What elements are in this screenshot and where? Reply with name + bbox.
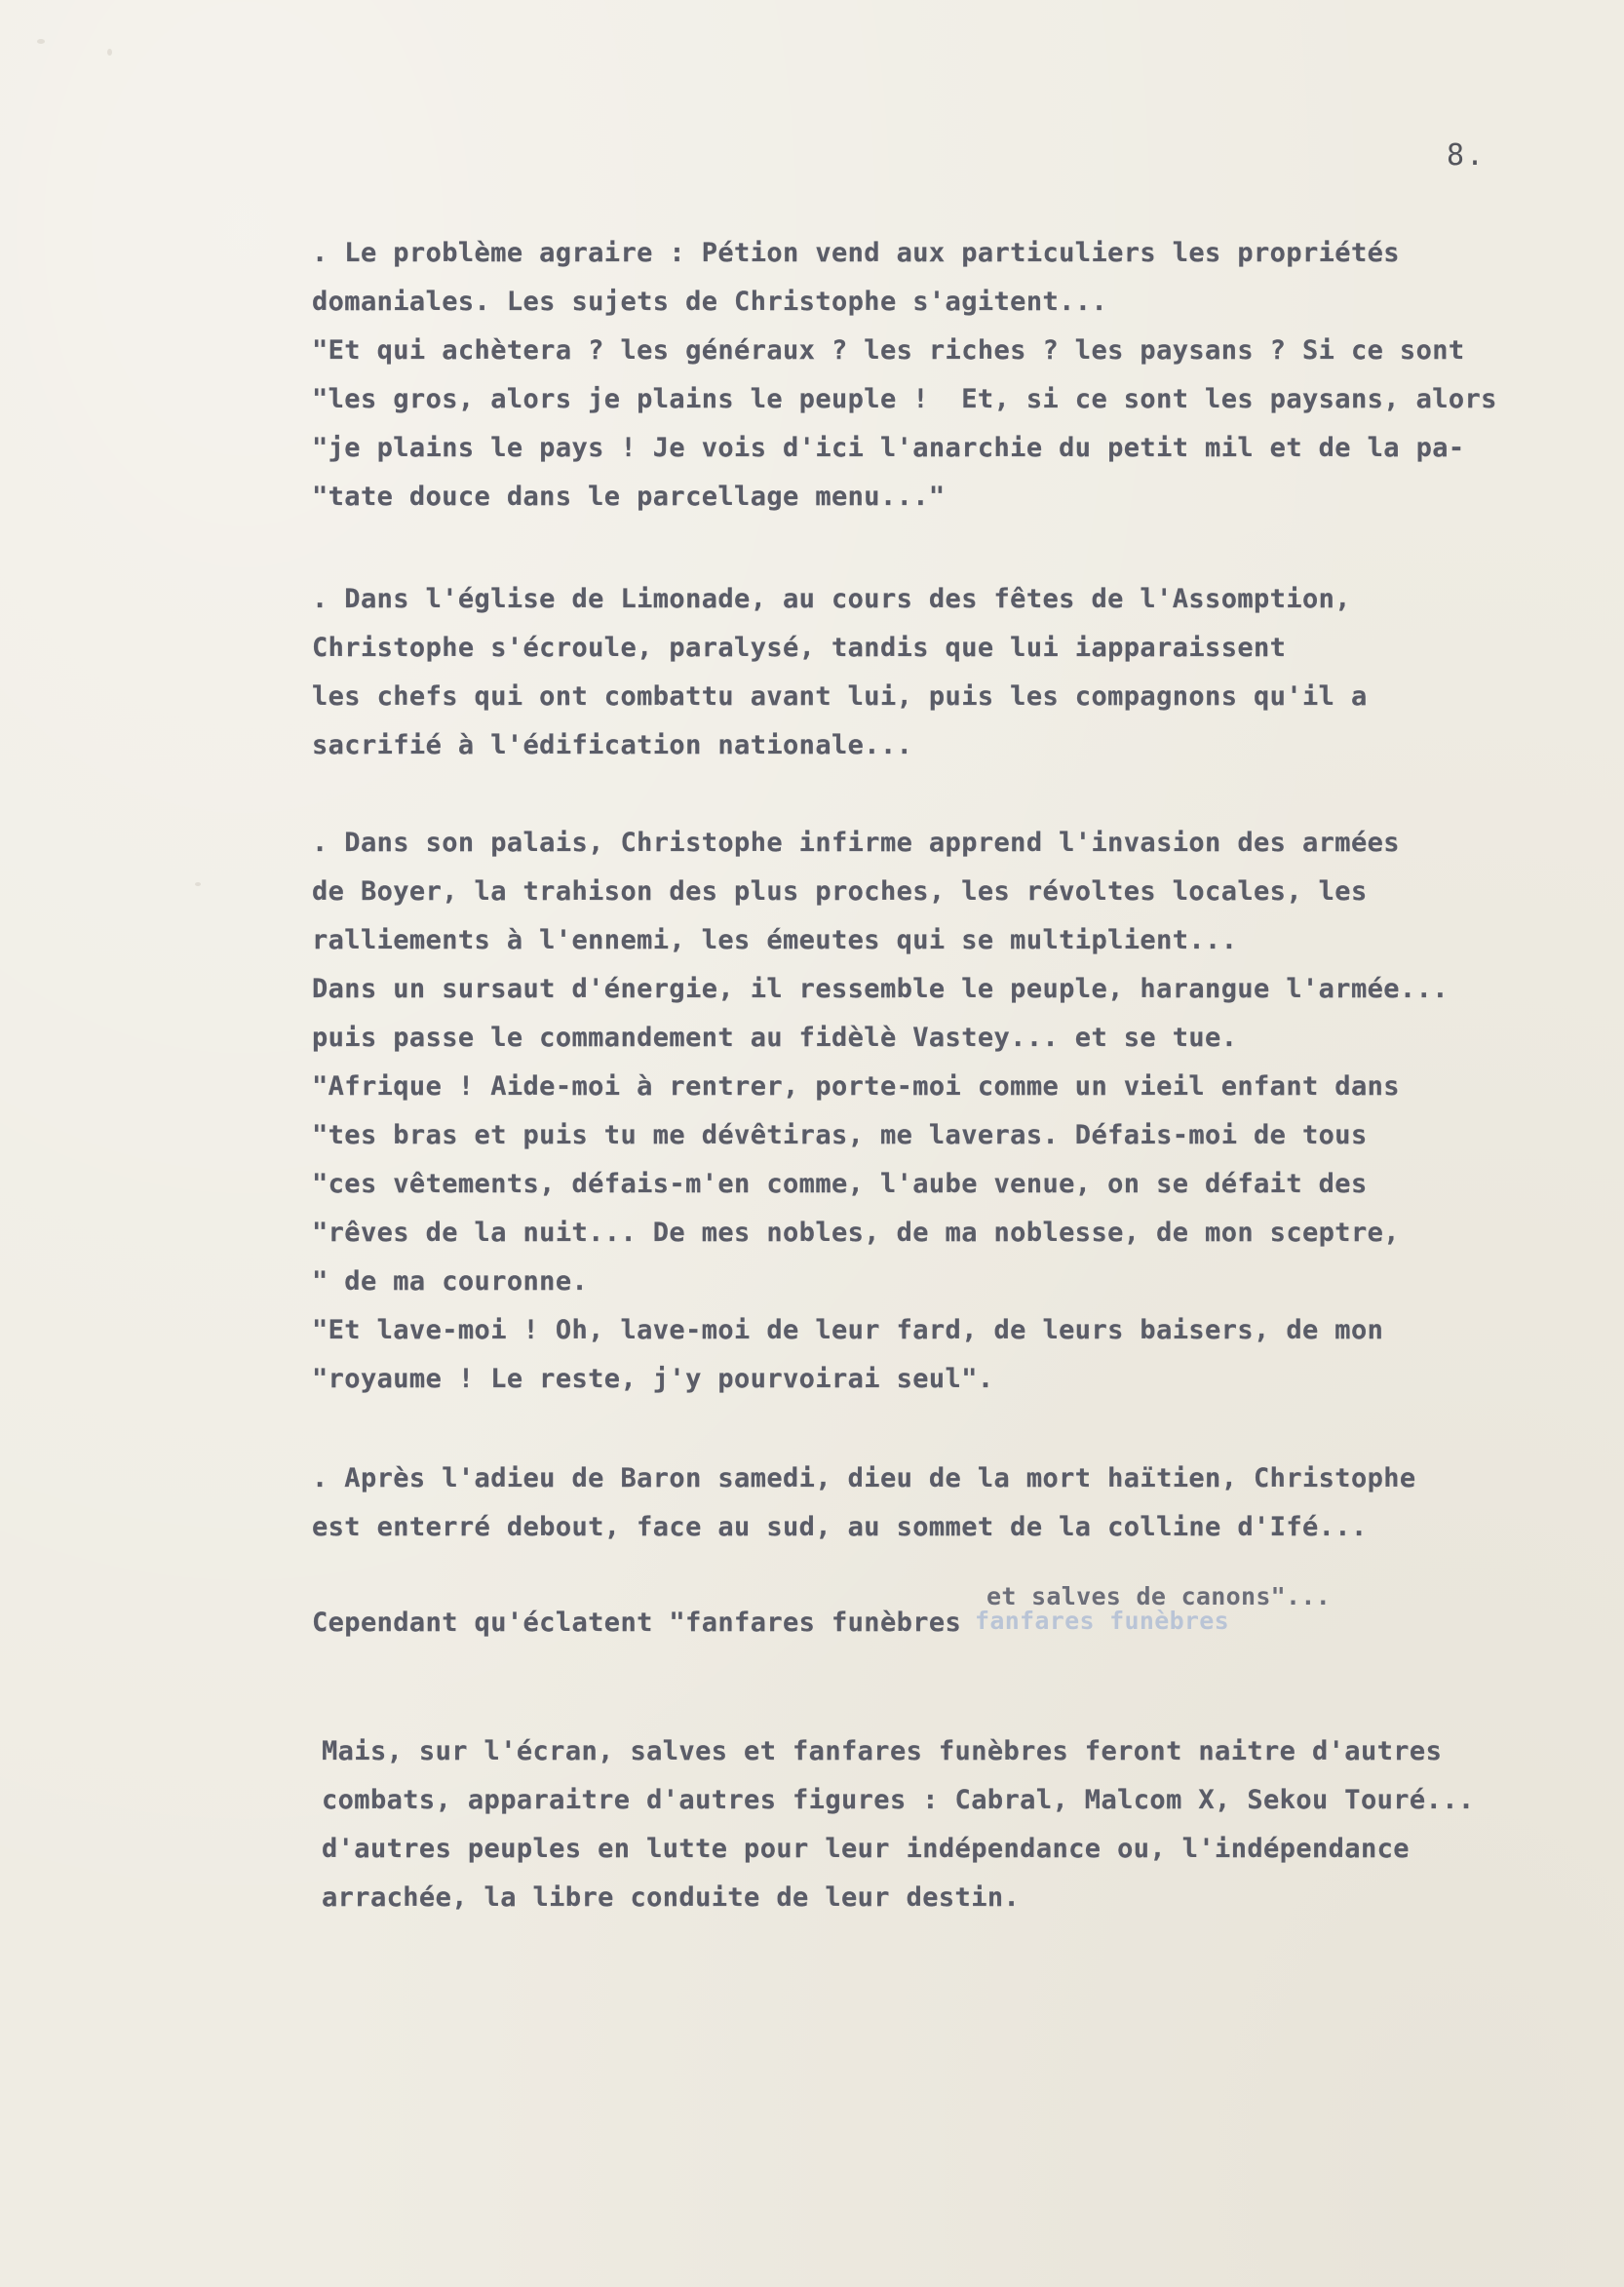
text-line: "les gros, alors je plains le peuple ! Et, si ce sont les paysans, alors bbox=[312, 384, 1497, 414]
paragraph-fanfares bbox=[312, 1599, 1540, 1647]
text-line: "tate douce dans le parcellage menu..." bbox=[312, 482, 946, 512]
text-line: "Et lave-moi ! Oh, lave-moi de leur fard, de leurs baisers, de mon bbox=[312, 1315, 1384, 1345]
page-number: 8. bbox=[1447, 138, 1487, 173]
paper-spot bbox=[37, 39, 45, 44]
paper-spot bbox=[195, 882, 201, 886]
paragraph-limonade-church bbox=[312, 575, 1540, 770]
text-line: arrachée, la libre conduite de leur destin. bbox=[322, 1882, 1021, 1913]
text-line: est enterré debout, face au sud, au sommet de la colline d'Ifé... bbox=[312, 1512, 1368, 1542]
text-line: . Dans son palais, Christophe infirme apprend l'invasion des armées bbox=[312, 828, 1400, 858]
text-line: . Après l'adieu de Baron samedi, dieu de la mort haïtien, Christophe bbox=[312, 1463, 1416, 1493]
text-line: "Et qui achètera ? les généraux ? les riches ? les paysans ? Si ce sont bbox=[312, 335, 1465, 366]
text-line: ralliements à l'ennemi, les émeutes qui se multiplient... bbox=[312, 925, 1238, 955]
text-line: Dans un sursaut d'énergie, il ressemble le peuple, harangue l'armée... bbox=[312, 974, 1449, 1004]
text-line: "je plains le pays ! Je vois d'ici l'anarchie du petit mil et de la pa- bbox=[312, 433, 1465, 463]
text-line: puis passe le commandement au fidèlè Vastey... et se tue. bbox=[312, 1023, 1238, 1053]
text-line: . Le problème agraire : Pétion vend aux particuliers les propriétés bbox=[312, 238, 1400, 268]
struck-out-text: fanfares funèbres bbox=[975, 1607, 1229, 1635]
text-line: les chefs qui ont combattu avant lui, puis les compagnons qu'il a bbox=[312, 681, 1368, 712]
text-line: "Afrique ! Aide-moi à rentrer, porte-moi comme un vieil enfant dans bbox=[312, 1071, 1400, 1102]
paragraph-burial bbox=[312, 1454, 1540, 1552]
text-line: Mais, sur l'écran, salves et fanfares funèbres feront naitre d'autres bbox=[322, 1736, 1443, 1766]
paragraph-screen-figures bbox=[322, 1727, 1550, 1922]
text-line: "tes bras et puis tu me dévêtiras, me laveras. Défais-moi de tous bbox=[312, 1120, 1368, 1150]
text-line: domaniales. Les sujets de Christophe s'agitent... bbox=[312, 287, 1108, 317]
text-line: de Boyer, la trahison des plus proches, les révoltes locales, les bbox=[312, 876, 1368, 907]
text-line: Cependant qu'éclatent "fanfares funèbres bbox=[312, 1608, 962, 1638]
paragraph-palace bbox=[312, 819, 1540, 1404]
text-line: sacrifié à l'édification nationale... bbox=[312, 730, 913, 760]
text-line: Christophe s'écroule, paralysé, tandis que lui iapparaissent bbox=[312, 633, 1287, 663]
text-line: " de ma couronne. bbox=[312, 1266, 589, 1297]
overtyped-insert: et salves de canons"... bbox=[986, 1582, 1332, 1610]
text-line: . Dans l'église de Limonade, au cours des fêtes de l'Assomption, bbox=[312, 584, 1351, 614]
text-line: "royaume ! Le reste, j'y pourvoirai seul". bbox=[312, 1364, 994, 1394]
text-line: "ces vêtements, défais-m'en comme, l'aube venue, on se défait des bbox=[312, 1169, 1368, 1199]
text-line: d'autres peuples en lutte pour leur indépendance ou, l'indépendance bbox=[322, 1834, 1410, 1864]
paper-spot bbox=[107, 49, 112, 56]
text-line: combats, apparaitre d'autres figures : Cabral, Malcom X, Sekou Touré... bbox=[322, 1785, 1475, 1815]
paragraph-agrarian-problem bbox=[312, 229, 1540, 522]
text-line: "rêves de la nuit... De mes nobles, de ma noblesse, de mon sceptre, bbox=[312, 1218, 1400, 1248]
